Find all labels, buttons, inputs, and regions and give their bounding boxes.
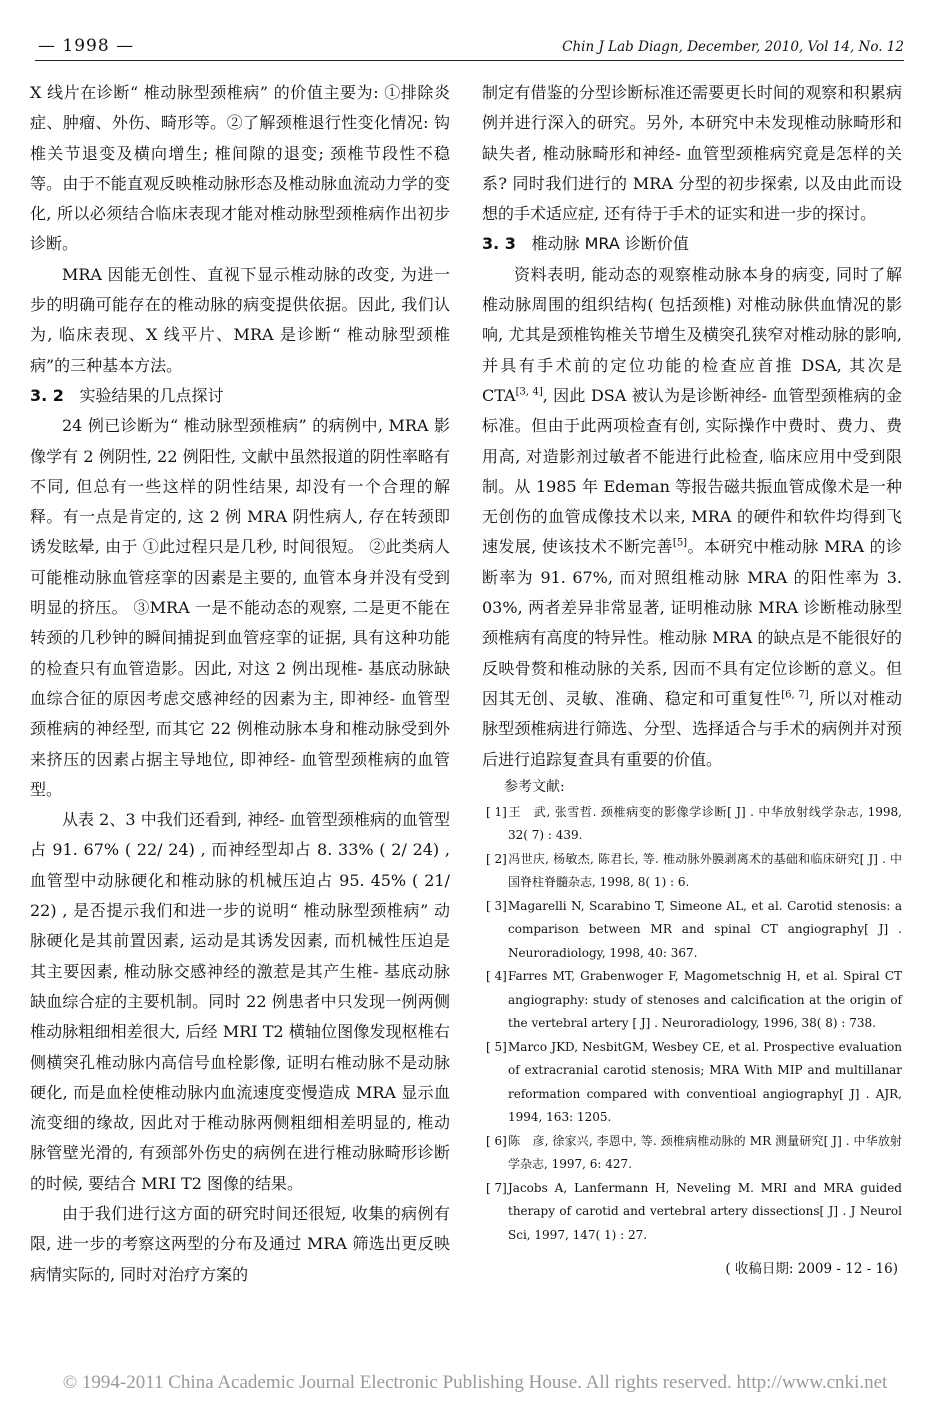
paragraph: 制定有借鉴的分型诊断标准还需要更长时间的观察和积累病例并进行深入的研究。另外, 本研究中未发现椎动脉畸形和缺失者, 椎动脉畸形和神经- 血管型颈椎病究竟是怎样的关系? 同时我们进行的 MRA 分型的初步探索, 以及由此而设想的手术适应症, 还有待于手术的证实和进一步的探讨。 <box>482 83 902 224</box>
reference-item <box>482 801 902 848</box>
reference-number: [ 7] <box>486 1180 507 1195</box>
paragraph: MRA 因能无创性、直视下显示椎动脉的改变, 为进一步的明确可能存在的椎动脉的病变提供依据。因此, 我们认为, 临床表现、X 线平片、MRA 是诊断“ 椎动脉型颈椎病”的三种基本方法。 <box>30 264 450 375</box>
section-heading-3-2 <box>30 381 450 411</box>
reference-item <box>482 895 902 966</box>
reference-item <box>482 1177 902 1248</box>
header-rule <box>35 60 904 61</box>
right-column <box>482 78 902 1281</box>
reference-text: Farres MT, Grabenwoger F, Magometschnig H, et al. Spiral CT angiography: study of stenoses and calcification at the origin of the vertebral artery [ J] . Neuroradiology, 1996, 38( 8) : 738. <box>508 969 902 1031</box>
text-run: , 因此 DSA 被认为是诊断神经- 血管型颈椎病的金标准。但由于此两项检查有创, 实际操作中费时、费力、费用高, 对造影剂过敏者不能进行此检查, 临床应用中受到限制。从 1985 年 Edeman 等报告磁共振血管成像术是一种无创伤的血管成像技术以来, MRA 的硬件和软件均得到飞速发展, 使该技术不断完善 <box>482 385 903 557</box>
reference-item <box>482 965 902 1036</box>
section-heading-3-3 <box>482 229 902 259</box>
reference-text: Marco JKD, NesbitGM, Wesbey CE, et al. Prospective evaluation of extracranial carotid stenosis; MRA With MIP and multillanar reformation compared with conventioal angiography[ J] . AJR, 1994, 163: 1205. <box>508 1039 902 1125</box>
reference-list <box>482 801 902 1248</box>
section-number: 3. 2 <box>30 385 64 405</box>
citation-link[interactable]: [3, 4] <box>515 386 543 398</box>
reference-number: [ 2] <box>486 851 507 866</box>
citation-link[interactable]: [6, 7] <box>781 689 809 701</box>
left-column <box>30 78 450 1290</box>
reference-text: Jacobs A, Lanfermann H, Neveling M. MRI and MRA guided therapy of carotid and vertebral artery dissections[ J] . J Neurol Sci, 1997, 147( 1) : 27. <box>508 1180 902 1242</box>
received-date: ( 收稿日期: 2009 - 12 - 16) <box>725 1261 898 1278</box>
reference-number: [ 6] <box>486 1133 507 1148</box>
section-number: 3. 3 <box>482 234 516 254</box>
page-header <box>0 36 950 62</box>
reference-item <box>482 1130 902 1177</box>
page-number: — 1998 — <box>38 36 135 56</box>
paragraph: X 线片在诊断“ 椎动脉型颈椎病” 的价值主要为: ①排除炎症、肿瘤、外伤、畸形等。②了解颈椎退行性变化情况: 钩椎关节退变及横向增生; 椎间隙的退变; 颈椎节段性不稳等。由于不能直观反映椎动脉形态及椎动脉血流动力学的变化, 所以必须结合临床表现才能对椎动脉型颈椎病作出初步诊断。 <box>30 83 450 254</box>
reference-number: [ 5] <box>486 1039 507 1054</box>
paragraph: 24 例已诊断为“ 椎动脉型颈椎病” 的病例中, MRA 影像学有 2 例阴性, 22 例阳性, 文献中虽然报道的阴性率略有不同, 但总有一些这样的阴性结果, 却没有一个合理的解释。有一点是肯定的, 这 2 例 MRA 阴性病人, 存在转颈即诱发眩晕, 由于 ①此过程只是几秒, 时间很短。 ②此类病人可能椎动脉血管痉挛的因素是主要的, 血管本身并没有受到明显的挤压。 ③MRA 一是不能动态的观察, 二是更不能在转颈的几秒钟的瞬间捕捉到血管痉挛的证据, 具有这种功能的检查只有血管造影。因此, 对这 2 例出现椎- 基底动脉缺血综合征的原因考虑交感神经的因素为主, 即神经- 血管型颈椎病的神经型, 而其它 22 例椎动脉本身和椎动脉受到外来挤压的因素占据主导地位, 即神经- 血管型颈椎病的血管型。 <box>30 416 450 799</box>
citation-link[interactable]: [5] <box>672 538 688 550</box>
reference-item <box>482 848 902 895</box>
reference-text: 王 武, 张雪哲. 颈椎病变的影像学诊断[ J] . 中华放射线学杂志, 1998, 32( 7) : 439. <box>508 804 902 843</box>
journal-citation: Chin J Lab Diagn, December, 2010, Vol 14, No. 12 <box>562 39 904 55</box>
section-title: 椎动脉 MRA 诊断价值 <box>531 234 689 254</box>
reference-text: Magarelli N, Scarabino T, Simeone AL, et al. Carotid stenosis: a comparison between MR and spinal CT angiography[ J] . Neuroradiology, 1998, 40: 367. <box>508 898 902 960</box>
copyright-footer: © 1994-2011 China Academic Journal Electronic Publishing House. All rights reserved. http://www.cnki.net <box>62 1372 888 1393</box>
paragraph: 从表 2、3 中我们还看到, 神经- 血管型颈椎病的血管型占 91. 67% ( 22/ 24) , 而神经型却占 8. 33% ( 2/ 24) , 血管型中动脉硬化和椎动脉的机械压迫占 95. 45% ( 21/ 22) , 是否提示我们和进一步的说明“ 椎动脉型颈椎病” 动脉硬化是其前置因素, 运动是其诱发因素, 而机械性压迫是其主要因素, 椎动脉交感神经的激惹是其产生椎- 基底动脉缺血综合症的主要机制。同时 22 例患者中只发现一例两侧椎动脉粗细相差很大, 后经 MRI T2 横轴位图像发现枢椎右侧横突孔椎动脉内高信号血栓影像, 证明右椎动脉不是动脉硬化, 而是血栓使椎动脉内血流速度变慢造成 MRA 显示血流变细的缘故, 因此对于椎动脉两侧粗细相差明显的, 椎动脉管壁光滑的, 有颈部外伤史的病例在进行椎动脉畸形诊断的时候, 要结合 MRI T2 图像的结果。 <box>30 810 450 1193</box>
reference-number: [ 4] <box>486 969 507 984</box>
reference-item <box>482 1036 902 1130</box>
text-run: , 所以对椎动脉型颈椎病进行筛选、分型、选择适合与手术的病例并对预后进行追踪复查具有重要的价值。 <box>482 688 902 769</box>
paragraph <box>482 260 902 775</box>
reference-text: 陈 彦, 徐家兴, 李恩中, 等. 颈椎病椎动脉的 MR 测量研究[ J] . 中华放射学杂志, 1997, 6: 427. <box>508 1133 902 1172</box>
reference-number: [ 1] <box>486 804 507 819</box>
paragraph: 由于我们进行这方面的研究时间还很短, 收集的病例有限, 进一步的考察这两型的分布及通过 MRA 筛选出更反映病情实际的, 同时对治疗方案的 <box>30 1203 450 1284</box>
section-title: 实验结果的几点探讨 <box>79 385 224 405</box>
text-run: 。本研究中椎动脉 MRA 的诊断率为 91. 67%, 而对照组椎动脉 MRA 的阳性率为 3. 03%, 两者差异非常显著, 证明椎动脉 MRA 诊断椎动脉型颈椎病有高度的特异性。椎动脉 MRA 的缺点是不能很好的反映骨赘和椎动脉的关系, 因而不具有定位诊断的意义。但因其无创、灵敏、准确、稳定和可重复性 <box>482 537 902 708</box>
reference-text: 冯世庆, 杨敏杰, 陈君长, 等. 椎动脉外膜剥离术的基础和临床研究[ J] . 中国脊柱脊髓杂志, 1998, 8( 1) : 6. <box>508 851 902 890</box>
reference-number: [ 3] <box>486 898 507 913</box>
references-title: 参考文献: <box>504 778 565 795</box>
text-run: 资料表明, 能动态的观察椎动脉本身的病变, 同时了解椎动脉周围的组织结构( 包括颈椎) 对椎动脉供血情况的影响, 尤其是颈椎钩椎关节增生及横突孔狭窄对椎动脉的影响, 并具有手术前的定位功能的检查应首推 DSA, 其次是 CTA <box>482 264 902 405</box>
